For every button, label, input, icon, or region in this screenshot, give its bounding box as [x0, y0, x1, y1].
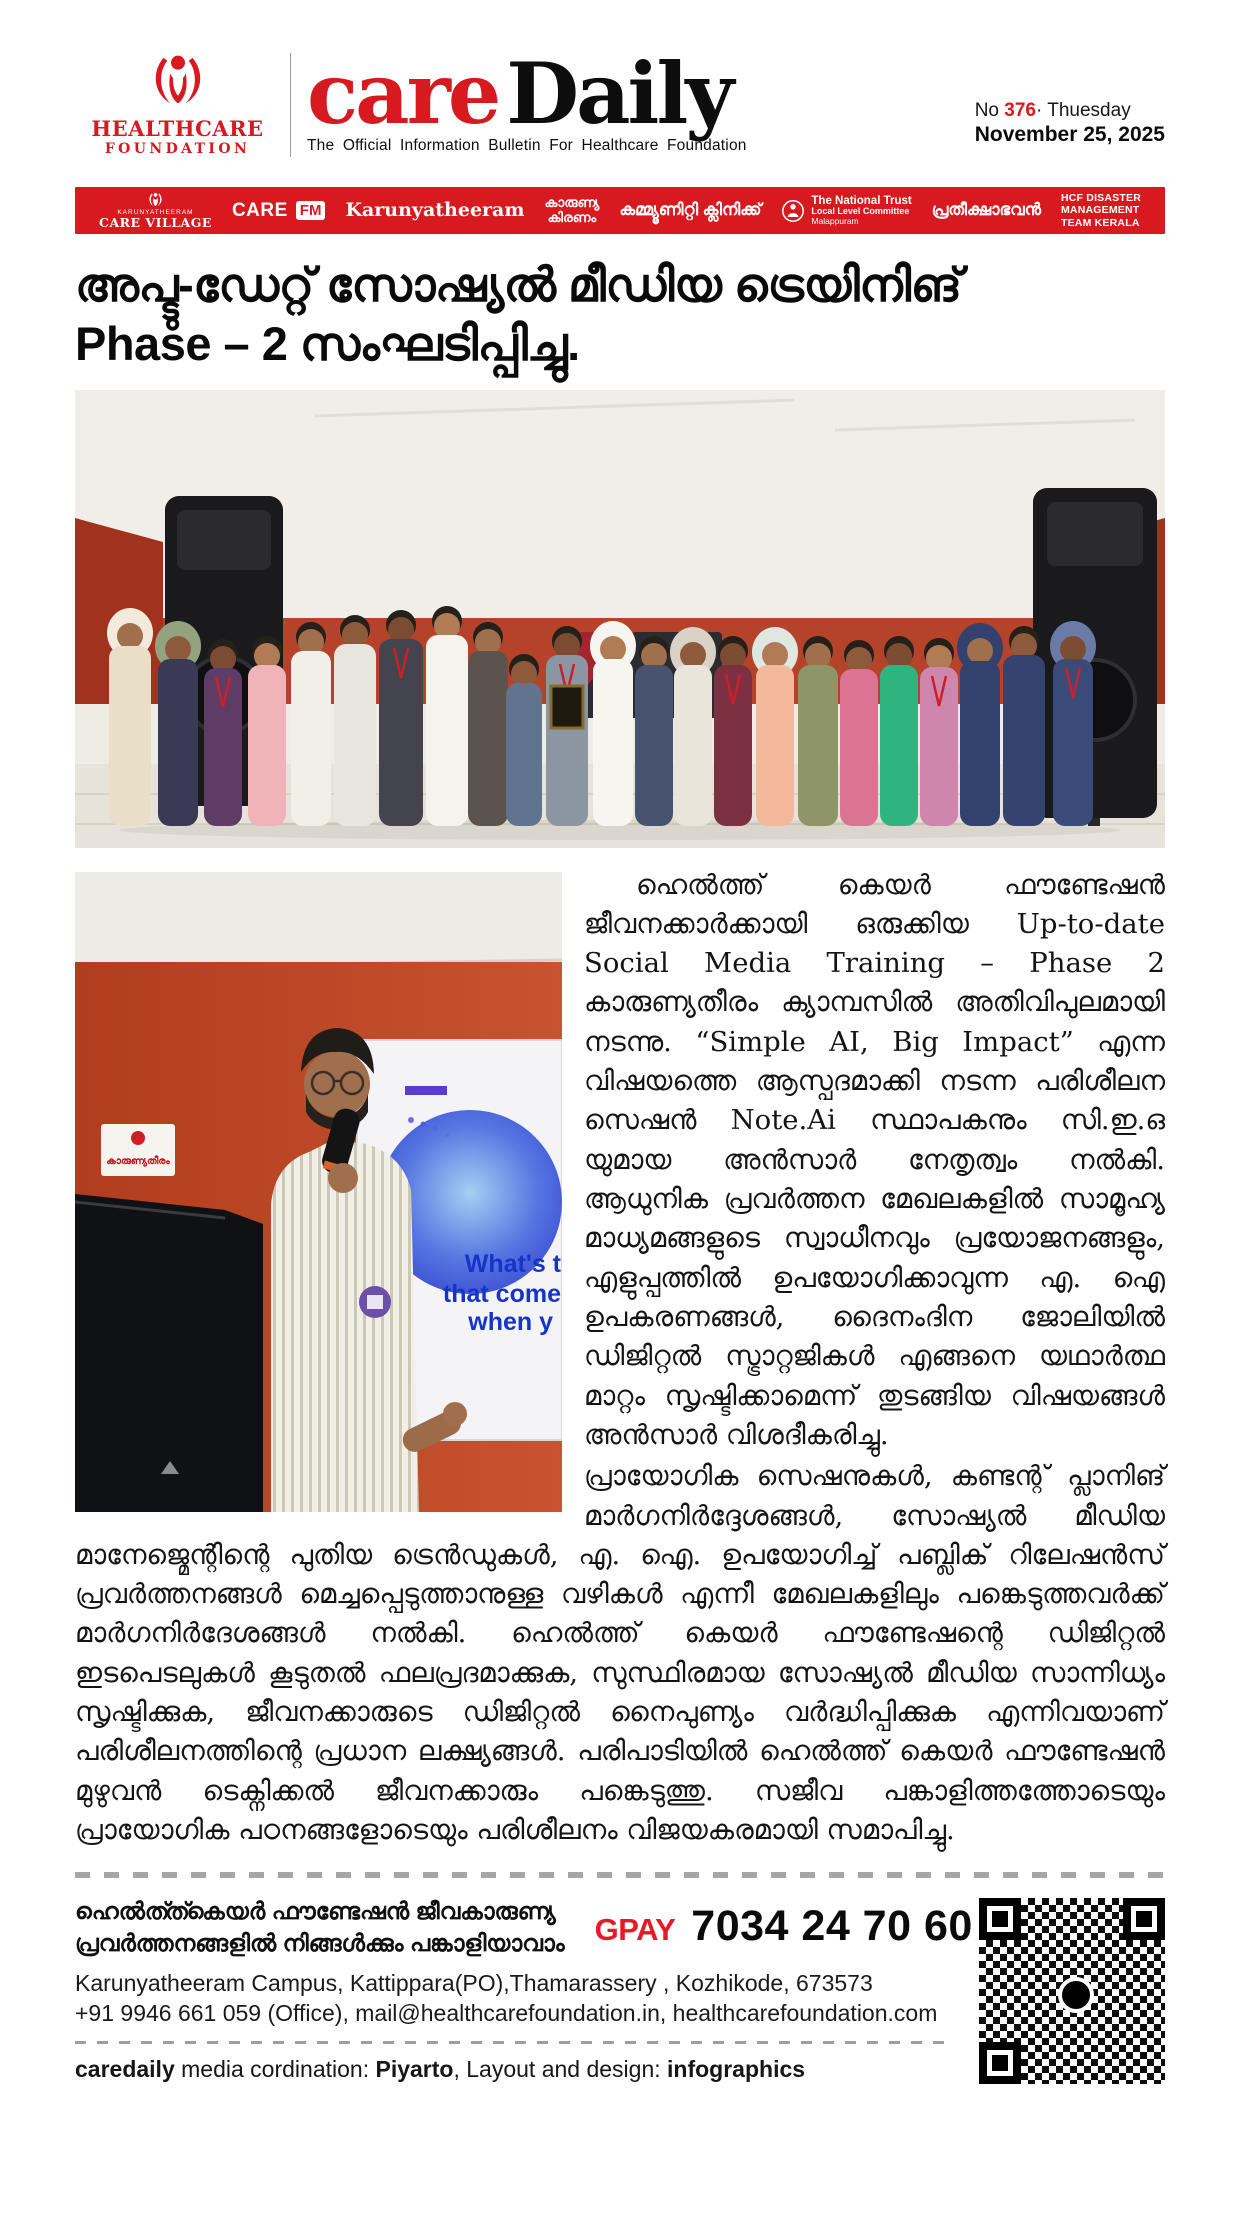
- care-fm-box: FM: [296, 201, 326, 220]
- pratheeksha-bhavan-label: പ്രതീക്ഷാഭവൻ: [931, 201, 1041, 220]
- community-clinic-label: കമ്മ്യൂണിറ്റി ക്ലിനിക്ക്: [619, 201, 762, 220]
- masthead-divider: [290, 53, 291, 157]
- issue-day: · Thuesday: [1035, 100, 1131, 121]
- qr-finder-top-left: [979, 1898, 1021, 1940]
- donation-invite: [75, 1896, 565, 1959]
- masthead-tagline: The Official Information Bulletin For Healthcare Foundation: [307, 136, 747, 154]
- partner-karunya-kiranam: [544, 196, 599, 225]
- screen-text-line2: that come: [442, 1279, 561, 1308]
- speaker-photo: [75, 872, 562, 1512]
- credit-text-2: , Layout and design:: [453, 2055, 668, 2082]
- credit-divider: [75, 2041, 955, 2044]
- national-trust-line2: Local Level Committee: [811, 206, 910, 217]
- healthcare-foundation-icon: [147, 52, 209, 114]
- partner-care-fm: [232, 201, 326, 220]
- headline-line2: Phase – 2 സംഘടിപ്പിച്ചു.: [75, 316, 580, 370]
- care-village-icon: [147, 192, 164, 209]
- article-paragraph-2: പ്രായോഗിക സെഷനുകൾ, കണ്ടന്റ് പ്ലാനിങ് മാർഗനിർദ്ദേശങ്ങൾ, സോഷ്യൽ മീഡിയ മാനേജ്മെന്റിന്റെ പുതിയ ട്രെൻഡുകൾ, എ. ഐ. ഉപയോഗിച്ച് പബ്ലിക് റിലേഷൻസ് പ്രവർത്തനങ്ങൾ മെച്ചപ്പെടുത്താനുള്ള വഴികൾ എന്നീ മേഖലകളിലും പങ്കെടുത്തവർക്ക് മാർഗനിർദേശങ്ങൾ നൽകി. ഹെൽത്ത് കെയർ ഫൗണ്ടേഷന്റെ ഡിജിറ്റൽ ഇടപെടലുകൾ കൂടുതൽ ഫലപ്രദമാക്കുക, സുസ്ഥിരമായ സോഷ്യൽ മീഡിയ സാന്നിധ്യം സൃഷ്ടിക്കുക, ജീവനക്കാരുടെ ഡിജിറ്റൽ നൈപുണ്യം വർദ്ധിപ്പിക്കുക എന്നിവയാണ് പരിശീലനത്തിന്റെ പ്രധാന ലക്ഷ്യങ്ങൾ. പരിപാടിയിൽ ഹെൽത്ത് കെയർ ഫൗണ്ടേഷൻ മുഴുവൻ ടെക്നിക്കൽ ജീവനക്കാരും പങ്കെടുത്തു. സജീവ പങ്കാളിത്തത്തോടെയും പ്രായോഗിക പഠനങ്ങളോടെയും പരിശീലനം വിജയകരമായി സമാപിച്ചു.: [75, 1460, 1165, 1846]
- invite-line1: ഹെൽത്ത്കെയർ ഫൗണ്ടേഷൻ ജീവകാരുണ്യ: [75, 1898, 556, 1925]
- credit-infographics: infographics: [667, 2055, 806, 2082]
- care-village-label: CARE VILLAGE: [99, 215, 212, 230]
- credit-text-1: media cordination:: [174, 2055, 376, 2082]
- masthead-title-block: [307, 44, 967, 155]
- issue-info: [975, 100, 1165, 147]
- podium-sign-text: കാരുണ്യതീരം: [106, 1155, 170, 1167]
- hcf-line2: MANAGEMENT: [1060, 204, 1140, 217]
- masthead: [75, 44, 1165, 157]
- framed-award: [551, 686, 583, 728]
- group-photo-scene: [75, 390, 1165, 848]
- national-trust-icon: [781, 199, 805, 223]
- headline: [75, 256, 1165, 374]
- credit-caredaily: caredaily: [75, 2055, 175, 2082]
- qr-finder-bottom-left: [979, 2042, 1021, 2084]
- partner-care-village: [99, 192, 212, 230]
- national-trust-line3: Malappuram: [811, 216, 859, 227]
- group-photo: [75, 390, 1165, 848]
- issue-date: November 25, 2025: [974, 123, 1165, 146]
- footer: [75, 1896, 1165, 2105]
- hcf-line1: HCF DISASTER: [1060, 192, 1141, 205]
- invite-line2: പ്രവർത്തനങ്ങളിൽ നിങ്ങൾക്കും പങ്കാളിയാവാം: [75, 1929, 565, 1956]
- issue-number: 376: [1004, 100, 1036, 121]
- address-line2: +91 9946 661 059 (Office), mail@healthcarefoundation.in, healthcarefoundation.com: [75, 1999, 938, 2026]
- gpay-block: [595, 1902, 973, 1951]
- care-fm-label: CARE: [231, 200, 288, 221]
- karunya-kiranam-line1: കാരുണ്യ: [544, 194, 600, 210]
- logo-text-healthcare: HEALTHCARE: [91, 116, 264, 141]
- screen-text-line1: What's t: [464, 1249, 561, 1278]
- hcf-line3: TEAM KERALA: [1060, 216, 1140, 229]
- partner-pratheeksha-bhavan: [932, 202, 1041, 219]
- gpay-label: GPAY: [594, 1912, 676, 1948]
- national-trust-line1: The National Trust: [811, 194, 912, 207]
- speaker-photo-scene: [75, 872, 562, 1512]
- issue-number-line: [975, 100, 1165, 122]
- care-village-top-label: KARUNYATHEERAM: [117, 208, 194, 216]
- article: [75, 866, 1165, 1851]
- address-line1: Karunyatheeram Campus, Kattippara(PO),Thamarassery , Kozhikode, 673573: [75, 1969, 873, 1996]
- masthead-title: [307, 44, 967, 144]
- logo-text-foundation: FOUNDATION: [104, 141, 251, 157]
- partner-hcf-disaster: [1061, 192, 1141, 228]
- gpay-number: 7034 24 70 60: [691, 1902, 973, 1951]
- speaker-right: [1033, 488, 1157, 826]
- qr-finder-top-right: [1123, 1898, 1165, 1940]
- partner-bar: [75, 187, 1165, 234]
- healthcare-foundation-logo: [75, 52, 280, 157]
- title-daily: Daily: [506, 44, 732, 144]
- title-care: care: [307, 44, 499, 144]
- credit-line: [75, 2056, 955, 2083]
- article-paragraph-1: ഹെൽത്ത് കെയർ ഫൗണ്ടേഷൻ ജീവനക്കാർക്കായി ഒരുക്കിയ Up-to-date Social Media Training – Phase 2 കാരുണ്യതീരം ക്യാമ്പസിൽ അതിവിപുലമായി നടന്നു. “Simple AI, Big Impact” എന്ന വിഷയത്തെ ആസ്പദമാക്കി നടന്ന പരിശീലന സെഷൻ Note.Ai സ്ഥാപകനും സി.ഇ.ഒ യുമായ അൻസാർ നേതൃത്വം നൽകി. ആധുനിക പ്രവർത്തന മേഖലകളിൽ സാമൂഹ്യ മാധ്യമങ്ങളുടെ സ്വാധീനവും പ്രയോജനങ്ങളും, എളുപ്പത്തിൽ ഉപയോഗിക്കാവുന്ന എ. ഐ ഉപകരണങ്ങൾ, ദൈനംദിന ജോലിയിൽ ഡിജിറ്റൽ സ്ട്രാറ്റജികൾ എങ്ങനെ യഥാർത്ഥ മാറ്റം സൃഷ്ടിക്കാമെന്ന് തുടങ്ങിയ വിഷയങ്ങൾ അൻസാർ വിശദീകരിച്ചു.: [584, 868, 1165, 1451]
- issue-prefix: No: [974, 100, 1005, 121]
- headline-line1: അപ്ടു-ഡേറ്റ് സോഷ്യൽ മീഡിയ ട്രെയിനിങ്: [75, 258, 962, 311]
- partner-national-trust: [781, 195, 911, 227]
- qr-code: [979, 1898, 1165, 2084]
- footer-divider: [75, 1872, 1165, 1878]
- partner-karunyatheeram: [345, 201, 524, 220]
- podium-sign: [101, 1124, 175, 1176]
- karunya-kiranam-line2: കിരണം: [547, 209, 597, 225]
- screen-text-line3: when y: [468, 1307, 553, 1336]
- partner-community-clinic: [619, 202, 761, 219]
- address-block: [75, 1969, 955, 2029]
- karunyatheeram-label: Karunyatheeram: [345, 199, 525, 221]
- credit-piyarto: Piyarto: [375, 2055, 454, 2082]
